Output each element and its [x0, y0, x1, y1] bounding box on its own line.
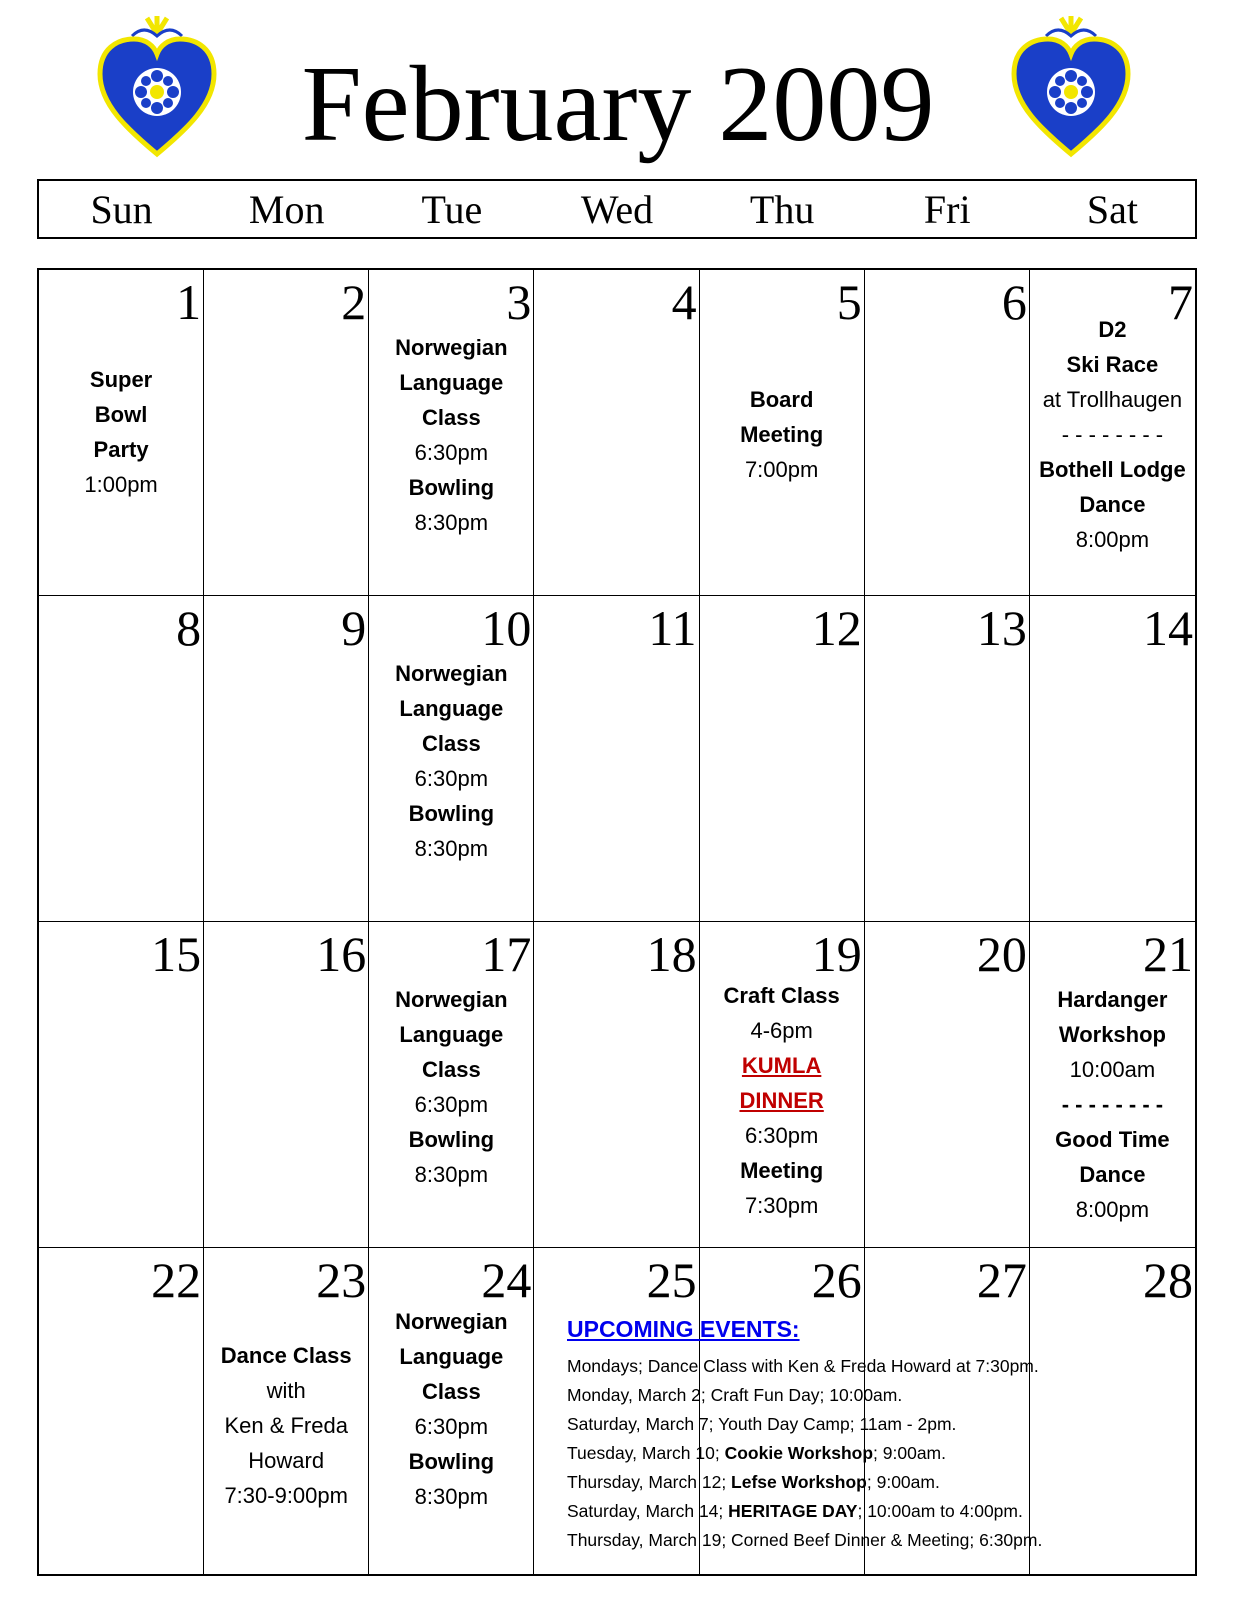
day-number: 24 [481, 1252, 532, 1308]
event-line: Bowling [408, 801, 495, 826]
weekday-label: Tue [421, 187, 483, 232]
day-cell [204, 922, 369, 1248]
event-line: Bowling [408, 1127, 495, 1152]
day-cell [534, 270, 699, 596]
event-line: 7:30pm [744, 1193, 819, 1218]
weekday-label: Sun [90, 187, 153, 232]
day-number: 8 [176, 600, 202, 656]
event-line: Class [421, 1057, 481, 1082]
event-line: 10:00am [1069, 1057, 1156, 1082]
day-cell [534, 596, 699, 922]
day-number: 20 [976, 926, 1027, 982]
upcoming-item-text: Monday, March 2; Craft Fun Day; 10:00am. [567, 1385, 903, 1405]
day-cell [700, 270, 865, 596]
upcoming-item-text: HERITAGE DAY [728, 1501, 858, 1521]
event-line: Board [749, 387, 814, 412]
event-line: 6:30pm [414, 766, 489, 791]
day-number: 12 [811, 600, 862, 656]
event-line: 6:30pm [414, 440, 489, 465]
upcoming-item-text: Mondays; Dance Class with Ken & Freda Howard at 7:30pm. [567, 1356, 1039, 1376]
event-line: 1:00pm [84, 472, 158, 497]
day-number: 11 [648, 600, 697, 656]
day-cell [39, 596, 204, 922]
event-line: Ken & Freda [224, 1413, 348, 1438]
upcoming-item [567, 1439, 1207, 1468]
event-line: Bothell Lodge [1039, 457, 1186, 482]
event-line: Bowl [94, 402, 148, 427]
upcoming-item-text: Saturday, March 7; Youth Day Camp; 11am - 2pm. [567, 1414, 957, 1434]
event-block [369, 982, 533, 1192]
event-line: 8:00pm [1075, 1197, 1150, 1222]
event-line: with [266, 1378, 306, 1403]
day-cell [369, 596, 534, 922]
day-number: 3 [506, 274, 532, 330]
event-line: Language [399, 370, 504, 395]
event-line: - - - - - - - - [1061, 422, 1164, 447]
event-line: Norwegian [395, 661, 508, 686]
upcoming-item-text: Thursday, March 12; [567, 1472, 732, 1492]
upcoming-item-text: ; 9:00am. [873, 1443, 946, 1463]
day-cell [865, 596, 1030, 922]
day-number: 10 [481, 600, 532, 656]
event-block [700, 382, 864, 487]
event-line: 8:30pm [414, 836, 489, 861]
event-line: 4-6pm [750, 1018, 813, 1043]
day-cell [369, 270, 534, 596]
upcoming-events [567, 1312, 1207, 1555]
day-cell [204, 596, 369, 922]
event-line: Language [399, 696, 504, 721]
event-block [369, 1304, 533, 1514]
day-number: 15 [151, 926, 202, 982]
event-line: Ski Race [1066, 352, 1159, 377]
upcoming-item [567, 1526, 1207, 1555]
day-number: 13 [976, 600, 1027, 656]
event-line: 7:00pm [744, 457, 819, 482]
event-line: Dance [1079, 1162, 1146, 1187]
event-line: Norwegian [395, 335, 508, 360]
day-cell [865, 922, 1030, 1248]
event-line: Language [399, 1022, 504, 1047]
event-line: 8:30pm [414, 510, 489, 535]
day-number: 28 [1142, 1252, 1193, 1308]
event-line: 8:30pm [414, 1162, 489, 1187]
event-line: Howard [248, 1448, 325, 1473]
event-line: 6:30pm [414, 1092, 489, 1117]
event-line: Class [421, 405, 481, 430]
event-line: Dance [1079, 492, 1146, 517]
event-line: 6:30pm [414, 1414, 489, 1439]
weekday-label: Sat [1086, 187, 1138, 232]
day-cell [1030, 922, 1195, 1248]
day-cell [1030, 270, 1195, 596]
day-cell [865, 270, 1030, 596]
day-number: 18 [646, 926, 697, 982]
day-cell [700, 922, 865, 1248]
day-number: 5 [836, 274, 862, 330]
weekday-label: Mon [248, 187, 325, 232]
event-line: Dance Class [220, 1343, 352, 1368]
upcoming-item [567, 1497, 1207, 1526]
event-line: Craft Class [723, 983, 840, 1008]
day-number: 17 [481, 926, 532, 982]
day-cell [700, 596, 865, 922]
event-line: Meeting [740, 1158, 824, 1183]
day-cell [369, 922, 534, 1248]
weekday-header [37, 179, 1197, 239]
upcoming-item-text: Tuesday, March 10; [567, 1443, 725, 1463]
upcoming-list [567, 1352, 1207, 1555]
event-line: - - - - - - - - [1061, 1092, 1164, 1117]
upcoming-item-text: Lefse Workshop [731, 1472, 867, 1492]
day-number: 14 [1142, 600, 1193, 656]
upcoming-item-text: Saturday, March 14; [567, 1501, 729, 1521]
day-number: 23 [316, 1252, 367, 1308]
day-cell [534, 922, 699, 1248]
day-cell [39, 270, 204, 596]
upcoming-item-text: ; 10:00am to 4:00pm. [857, 1501, 1023, 1521]
event-line: Class [421, 1379, 481, 1404]
upcoming-item [567, 1410, 1207, 1439]
event-block [39, 362, 203, 502]
day-cell [39, 922, 204, 1248]
event-line: Workshop [1058, 1022, 1166, 1047]
day-number: 16 [316, 926, 367, 982]
day-number: 26 [811, 1252, 862, 1308]
event-line: DINNER [739, 1088, 824, 1113]
day-cell [39, 1248, 204, 1574]
event-block [1030, 982, 1195, 1227]
weekday-label: Fri [923, 187, 971, 232]
day-cell [1030, 596, 1195, 922]
event-line: KUMLA [741, 1053, 822, 1078]
upcoming-item-text: ; 9:00am. [866, 1472, 940, 1492]
event-line: Hardanger [1057, 987, 1168, 1012]
upcoming-heading: UPCOMING EVENTS: [567, 1316, 800, 1342]
upcoming-item-text: Thursday, March 19; Corned Beef Dinner & Meeting; 6:30pm. [567, 1530, 1043, 1550]
event-line: D2 [1098, 317, 1127, 342]
day-number: 19 [811, 926, 862, 982]
event-line: Super [89, 367, 153, 392]
weekday-label: Wed [580, 187, 654, 232]
event-block [700, 978, 864, 1223]
upcoming-item [567, 1381, 1207, 1410]
event-block [1030, 312, 1195, 557]
day-number: 27 [976, 1252, 1027, 1308]
event-line: Norwegian [395, 987, 508, 1012]
event-line: Good Time [1055, 1127, 1170, 1152]
event-line: Norwegian [395, 1309, 508, 1334]
calendar-title: February 2009 [301, 45, 935, 164]
day-number: 2 [341, 274, 367, 330]
event-line: Bowling [408, 1449, 495, 1474]
event-line: Class [421, 731, 481, 756]
event-block [204, 1338, 368, 1513]
weekday-label: Thu [749, 187, 815, 232]
day-cell [204, 1248, 369, 1574]
event-block [369, 330, 533, 540]
day-number: 1 [176, 274, 202, 330]
day-cell [369, 1248, 534, 1574]
day-number: 6 [1001, 274, 1027, 330]
event-line: Meeting [740, 422, 824, 447]
day-number: 9 [341, 600, 367, 656]
day-number: 4 [671, 274, 697, 330]
event-line: 7:30-9:00pm [224, 1483, 348, 1508]
event-line: Bowling [408, 475, 495, 500]
event-line: at Trollhaugen [1042, 387, 1183, 412]
day-number: 22 [151, 1252, 202, 1308]
upcoming-item-text: Cookie Workshop [724, 1443, 874, 1463]
day-cell [204, 270, 369, 596]
event-line: 8:00pm [1075, 527, 1150, 552]
upcoming-item [567, 1352, 1207, 1381]
event-line: Party [93, 437, 149, 462]
event-line: 8:30pm [414, 1484, 489, 1509]
day-number: 21 [1142, 926, 1193, 982]
upcoming-item [567, 1468, 1207, 1497]
event-block [369, 656, 533, 866]
day-number: 7 [1167, 274, 1193, 330]
day-number: 25 [646, 1252, 697, 1308]
event-line: 6:30pm [744, 1123, 819, 1148]
event-line: Language [399, 1344, 504, 1369]
